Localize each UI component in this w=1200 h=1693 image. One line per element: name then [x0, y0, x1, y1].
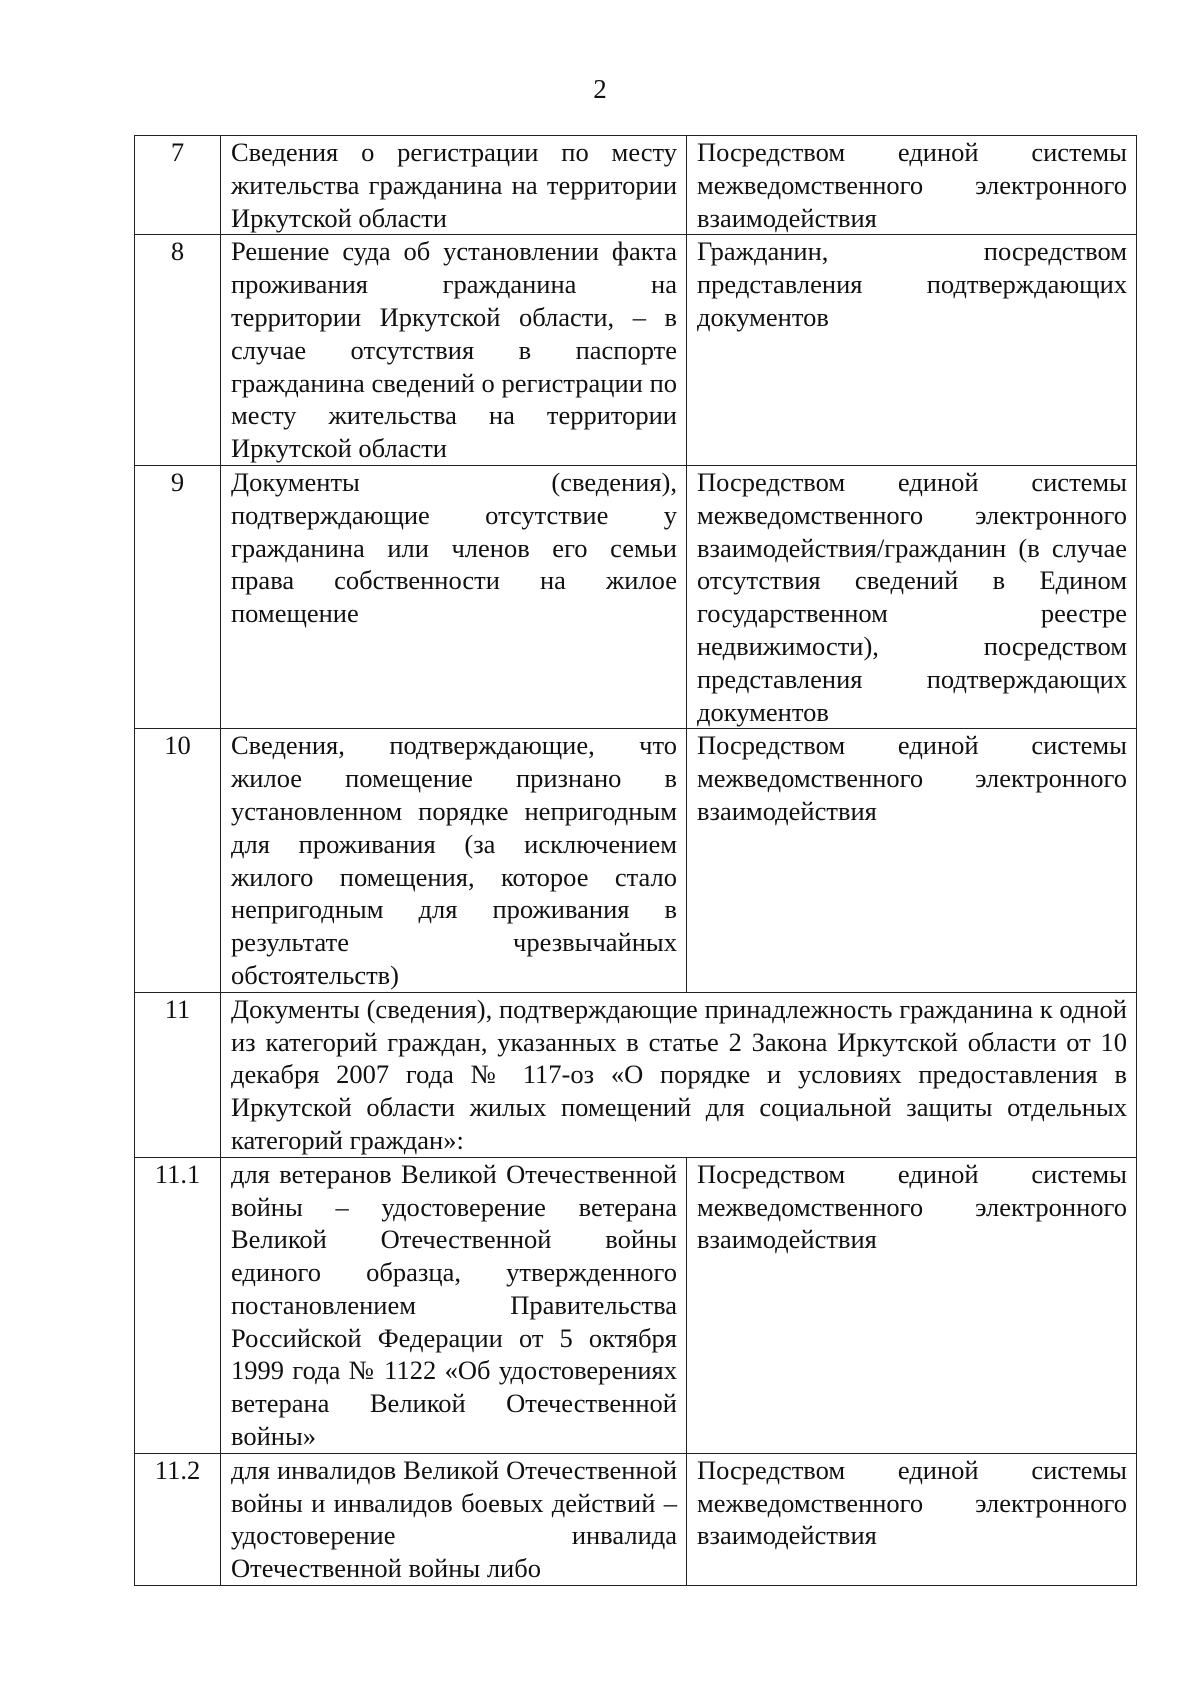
row-number: 10 [135, 729, 221, 992]
submission-method: Посредством единой системы межведомственного электронного взаимодействия [687, 729, 1137, 992]
row-number: 7 [135, 136, 221, 235]
documents-table [134, 135, 1137, 1586]
document-description: для инвалидов Великой Отечественной войны и инвалидов боевых действий – удостоверение инвалида Отечественной войны либо [221, 1453, 687, 1585]
row-number: 9 [135, 465, 221, 728]
submission-method: Гражданин, посредством представления подтверждающих документов [687, 235, 1137, 466]
submission-method: Посредством единой системы межведомственного электронного взаимодействия [687, 1157, 1137, 1453]
row-number: 11.1 [135, 1157, 221, 1453]
row-number: 11.2 [135, 1453, 221, 1585]
row-number: 11 [135, 992, 221, 1157]
category-heading: Документы (сведения), подтверждающие принадлежность гражданина к одной из категорий граждан, указанных в статье 2 Закона Иркутской области от 10 декабря 2007 года № 117-оз «О порядке и условиях предоставления в Иркутской области жилых помещений для социальной защиты отдельных категорий граждан»: [221, 992, 1137, 1157]
submission-method: Посредством единой системы межведомственного электронного взаимодействия [687, 136, 1137, 235]
submission-method: Посредством единой системы межведомственного электронного взаимодействия [687, 1453, 1137, 1585]
row-number: 8 [135, 235, 221, 466]
table-row [135, 1157, 1137, 1453]
table-row [135, 136, 1137, 235]
table-row [135, 235, 1137, 466]
document-description: для ветеранов Великой Отечественной войны – удостоверение ветерана Великой Отечественной войны единого образца, утвержденного постановлением Правительства Российской Федерации от 5 октября 1999 года № 1122 «Об удостоверениях ветерана Великой Отечественной войны» [221, 1157, 687, 1453]
document-description: Решение суда об установлении факта проживания гражданина на территории Иркутской области, – в случае отсутствия в паспорте гражданина сведений о регистрации по месту жительства на территории Иркутской области [221, 235, 687, 466]
submission-method: Посредством единой системы межведомственного электронного взаимодействия/гражданин (в случае отсутствия сведений в Едином государственном реестре недвижимости), посредством представления подтверждающих документов [687, 465, 1137, 728]
document-description: Документы (сведения), подтверждающие отсутствие у гражданина или членов его семьи права собственности на жилое помещение [221, 465, 687, 728]
page-number: 2 [593, 74, 607, 104]
table-row-merged [135, 992, 1137, 1157]
table-row [135, 729, 1137, 992]
document-description: Сведения, подтверждающие, что жилое помещение признано в установленном порядке непригодным для проживания (за исключением жилого помещения, которое стало непригодным для проживания в результате чрезвычайных обстоятельств) [221, 729, 687, 992]
table-row [135, 1453, 1137, 1585]
document-description: Сведения о регистрации по месту жительства гражданина на территории Иркутской области [221, 136, 687, 235]
table-row [135, 465, 1137, 728]
